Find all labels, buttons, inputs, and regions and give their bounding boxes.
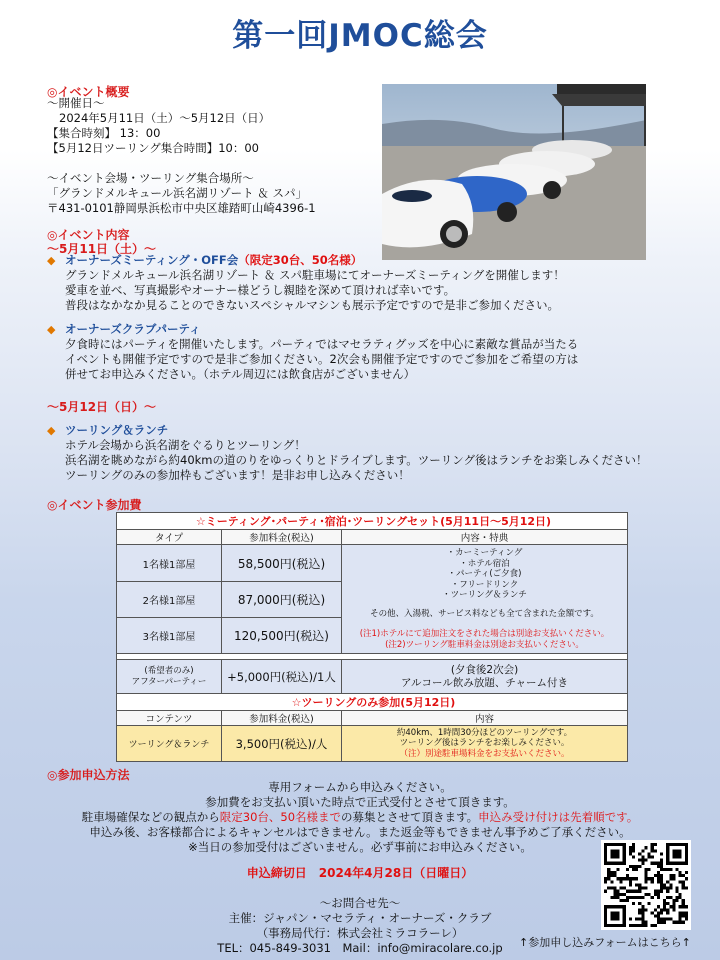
tour-caption: ☆ツーリングのみ参加(5月12日) xyxy=(117,694,628,711)
tour-col-price: 参加料金(税込) xyxy=(222,711,342,726)
item3-line: 浜名湖を眺めながら約40kmの道のりをゆっくりとドライブします。ツーリング後はランチをお楽しみください！ xyxy=(65,453,648,467)
contact-office: （事務局代行：株式会社ミラコラーレ） xyxy=(256,926,464,940)
day2-label: 〜5月12日（日）〜 xyxy=(47,400,157,414)
content-heading: ◎イベント内容 xyxy=(47,228,130,242)
apply-line: 申込み後、お客様都合によるキャンセルはできません。また返金等もできません事予めご了承ください。 xyxy=(89,825,631,839)
after-type-2: アフターパーティー xyxy=(131,676,207,687)
diamond-bullet-icon: ◆ xyxy=(47,254,56,267)
item1-line: 普段はなかなか見ることのできないスペシャルマシンも展示予定ですので是非ご参加ください。 xyxy=(65,298,559,312)
item1-line: グランドメルキュール浜名湖リゾート ＆ スパ駐車場にてオーナーズミーティングを開催します！ xyxy=(65,268,565,282)
tour-detail-3: （注）別途駐車場料金をお支払いください。 xyxy=(399,748,570,759)
room-price: 120,500円(税込) xyxy=(222,618,342,654)
page-title: 第一回JMOC総会 xyxy=(232,18,488,54)
benefit-item: ・ツーリング＆ランチ xyxy=(442,590,527,600)
benefit-item: ・フリードリンク xyxy=(450,579,519,590)
after-content-1: (夕食後2次会) xyxy=(450,663,519,676)
item3-line: ホテル会場から浜名湖をぐるりとツーリング！ xyxy=(65,438,306,452)
day1-label: 〜5月11日（土）〜 xyxy=(47,242,157,256)
room-price: 58,500円(税込) xyxy=(222,545,342,582)
meet-time: 【集合時刻】 13：00 xyxy=(47,126,161,140)
contact-label: 〜お問合せ先〜 xyxy=(319,896,401,910)
apply-line: 参加費をお支払い頂いた時点で正式受付とさせて頂きます。 xyxy=(205,795,515,809)
item3 xyxy=(47,423,648,483)
benefits-cell xyxy=(342,545,628,654)
room-type: 2名様1部屋 xyxy=(117,582,222,618)
fee-note: (注1)ホテルにて追加注文をされた場合は別途お支払いください。 xyxy=(359,629,610,639)
meet-time-12: 【5月12日ツーリング集合時間】10：00 xyxy=(47,141,259,155)
deadline: 申込締切日 2024年4月28日（日曜日） xyxy=(246,866,474,880)
overview-block xyxy=(47,96,316,216)
item2-title: オーナーズクラブパーティ xyxy=(65,322,201,336)
item2-line: 夕食時にはパーティを開催いたします。パーティではマセラティグッズを中心に素敵な賞品が当たる xyxy=(65,337,579,351)
item1-title: オーナーズミーティング・OFF会 xyxy=(65,253,239,267)
venue-label: 〜イベント会場・ツーリング集合場所〜 xyxy=(47,171,254,185)
after-type xyxy=(117,660,222,694)
tour-price: 3,500円(税込)/人 xyxy=(222,726,342,762)
apply-line: 駐車場確保などの観点から限定30台、50名様までの募集とさせて頂きます。申込み受け付けは先着順です。 xyxy=(81,810,639,824)
apply-line: ※当日の参加受付はございません。必ず事前にお申込みください。 xyxy=(188,840,532,854)
tour-type: ツーリング＆ランチ xyxy=(117,726,222,762)
item1-limit: （限定30台、50名様） xyxy=(238,253,363,267)
overview-heading: ◎イベント概要 xyxy=(47,85,130,99)
event-photo xyxy=(382,84,646,260)
after-price: +5,000円(税込)/1人 xyxy=(222,660,342,694)
benefit-item: ・カーミーティング xyxy=(446,548,523,558)
fee-heading: ◎イベント参加費 xyxy=(47,498,142,512)
after-content xyxy=(342,660,628,694)
col-price: 参加料金(税込) xyxy=(222,530,342,545)
event-date: 2024年5月11日（土）〜5月12日（日） xyxy=(59,111,271,125)
set-caption: ☆ミーティング･パーティ･宿泊･ツーリングセット(5月11日〜5月12日) xyxy=(117,513,628,530)
item2 xyxy=(47,322,578,382)
diamond-bullet-icon: ◆ xyxy=(47,424,56,437)
col-content: 内容・特典 xyxy=(342,530,628,545)
item2-line: イベントも開催予定ですので是非ご参加ください。2次会も開催予定ですのでご参加をご希望の方は xyxy=(65,352,579,366)
contact-org: 主催：ジャパン・マセラティ・オーナーズ・クラブ xyxy=(228,911,492,925)
tour-detail xyxy=(342,726,628,762)
date-label: 〜開催日〜 xyxy=(47,96,105,110)
room-type: 3名様1部屋 xyxy=(117,618,222,654)
item1-line: 愛車を並べ、写真撮影やオーナー様どうし親睦を深めて頂ければ幸いです。 xyxy=(65,283,456,297)
tour-detail-2: ツーリング後はランチをお楽しみください。 xyxy=(399,738,570,749)
after-content-2: アルコール飲み放題、チャーム付き xyxy=(400,676,569,689)
qr-code[interactable] xyxy=(601,840,691,930)
venue-address: 〒431-0101静岡県浜松市中央区雄踏町山崎4396-1 xyxy=(47,201,316,215)
item3-title: ツーリング＆ランチ xyxy=(65,423,169,437)
room-price: 87,000円(税込) xyxy=(222,582,342,618)
col-type: タイプ xyxy=(117,530,222,545)
after-type-1: (希望者のみ) xyxy=(144,665,194,676)
benefit-item: ・パーティ(ご夕食) xyxy=(447,569,522,579)
apply-heading: ◎参加申込方法 xyxy=(47,768,130,782)
item1 xyxy=(47,253,565,313)
apply-line: 専用フォームから申込みください。 xyxy=(268,780,452,794)
venue-name: 「グランドメルキュール浜名湖リゾート ＆ スパ」 xyxy=(47,186,307,200)
fee-note: (注2)ツーリング駐車料金は別途お支払いください。 xyxy=(385,639,584,650)
diamond-bullet-icon: ◆ xyxy=(47,323,56,336)
room-type: 1名様1部屋 xyxy=(117,545,222,582)
benefits-note: その他、入湯税、サービス料なども全て含まれた金額です。 xyxy=(370,608,599,619)
benefit-item: ・ホテル宿泊 xyxy=(459,558,510,569)
tour-col-detail: 内容 xyxy=(342,711,628,726)
tour-col-content: コンテンツ xyxy=(117,711,222,726)
tour-detail-1: 約40km、1時間30分ほどのツーリングです。 xyxy=(396,727,573,738)
item2-line: 併せてお申込みください。（ホテル周辺には飲食店がございません） xyxy=(65,367,416,381)
fee-table-set xyxy=(116,512,628,762)
contact-tel: TEL：045-849-3031 Mail：info@miracolare.co.jp xyxy=(217,941,503,955)
qr-caption: ↑参加申し込みフォームはこちら↑ xyxy=(519,936,691,949)
item3-line: ツーリングのみの参加枠もございます！是非お申し込みください！ xyxy=(65,468,410,482)
qr-code-icon xyxy=(601,840,691,930)
